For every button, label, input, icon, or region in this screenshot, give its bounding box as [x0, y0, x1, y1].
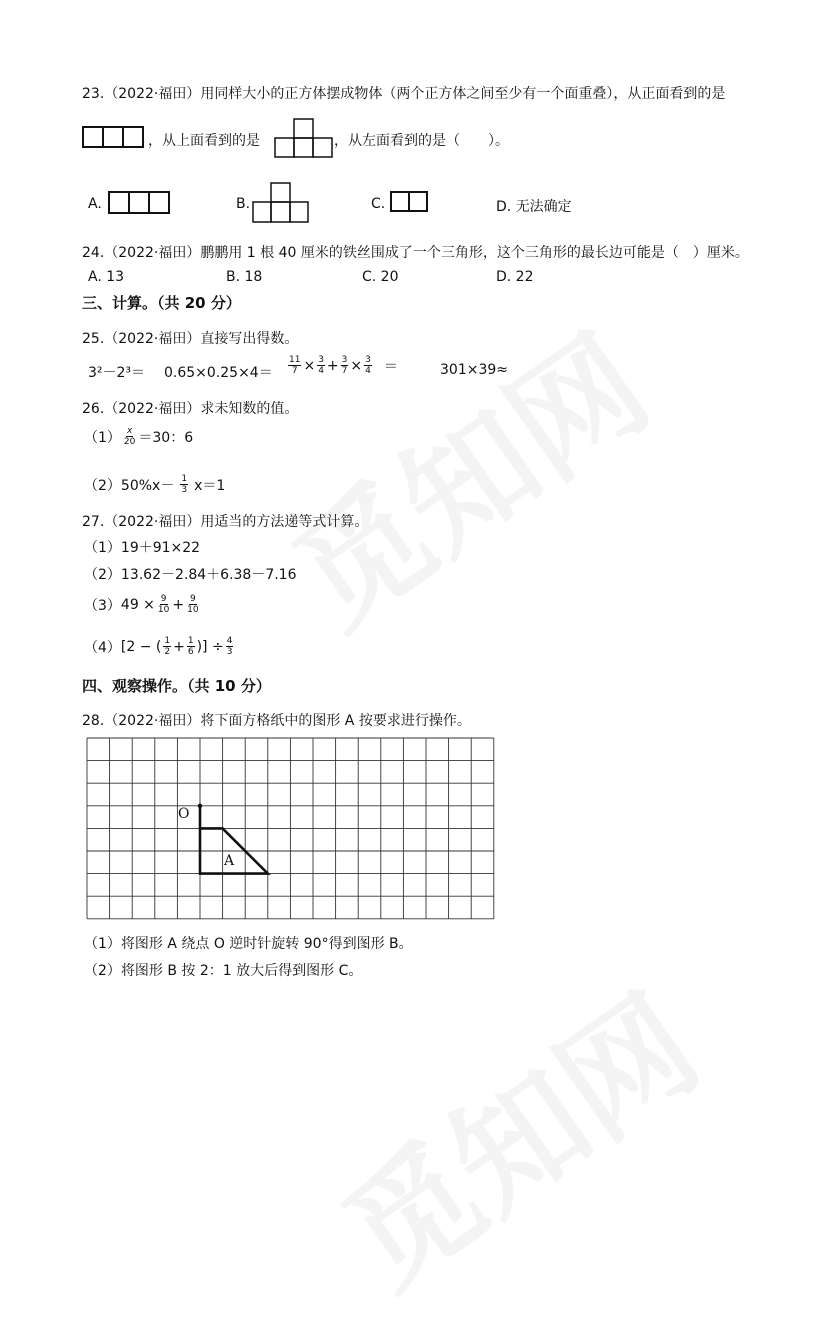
grid-paper [86, 737, 496, 923]
q26-part-2: （2） 50%x－ $\frac{1}{3}$ x＝1 [84, 474, 226, 495]
point-o [198, 804, 202, 808]
q27-stem: 27.（2022·福田）用适当的方法递等式计算。 [82, 514, 369, 530]
q27-part-3: （3） 49 × $\frac{9}{10}$ + $\frac{9}{10}$ [84, 594, 199, 615]
fraction: $\frac{9}{10}$ [187, 594, 199, 615]
option-a-label: A. [88, 196, 102, 212]
option-b-label: B. [236, 196, 251, 212]
q25-expr-3: $\frac{11}{7}$ × $\frac{3}{4}$ + $\frac{3}{7}$ × $\frac{3}{4}$ ＝ [289, 355, 398, 376]
option-c-label: C. [371, 196, 386, 212]
option-b-figure [252, 182, 310, 224]
fraction: $\frac{1}{2}$ [164, 636, 171, 657]
q28-stem: 28.（2022·福田）将下面方格纸中的图形 A 按要求进行操作。 [82, 713, 471, 729]
fraction: $\frac{3}{4}$ [318, 355, 324, 376]
q25-expr-2: 0.65×0.25×4＝ [164, 365, 273, 381]
top-view-figure [274, 118, 334, 158]
q26-part-1: （1） $\frac{x}{20}$ ＝30：6 [84, 426, 194, 447]
option-c-figure [390, 191, 430, 213]
q23-mid1: ，从上面看到的是 [148, 133, 260, 149]
q28-part-1: （1）将图形 A 绕点 O 逆时针旋转 90°得到图形 B。 [84, 936, 413, 952]
q24-option-a: A. 13 [88, 269, 125, 285]
fraction: $\frac{9}{10}$ [157, 594, 170, 615]
point-o-label: O [178, 806, 190, 822]
q24-stem: 24.（2022·福田）鹏鹏用 1 根 40 厘米的铁丝围成了一个三角形，这个三角形的最长边可能是（ ）厘米。 [82, 245, 749, 261]
fraction: $\frac{4}{3}$ [226, 636, 233, 657]
watermark [302, 945, 729, 1322]
fraction: $\frac{x}{20}$ [123, 426, 136, 447]
q28-part-2: （2）将图形 B 按 2：1 放大后得到图形 C。 [84, 963, 363, 979]
q27-part-4: （4） [2 − ( $\frac{1}{2}$ + $\frac{1}{6}$ )] ÷ $\frac{4}{3}$ [84, 636, 233, 657]
watermark [252, 285, 679, 662]
section-4-heading: 四、观察操作。（共 10 分） [82, 677, 271, 695]
fraction: $\frac{1}{3}$ [181, 474, 188, 495]
q26-stem: 26.（2022·福田）求未知数的值。 [82, 401, 299, 417]
q25-expr-1: 3²－2³＝ [88, 365, 146, 381]
q24-option-d: D. 22 [496, 269, 534, 285]
option-d: D. 无法确定 [496, 199, 572, 215]
shape-a-label: A [224, 853, 235, 869]
fraction: $\frac{3}{7}$ [341, 355, 348, 376]
q23-stem: 23.（2022·福田）用同样大小的正方体摆成物体（两个正方体之间至少有一个面重叠），从正面看到的是 [82, 86, 726, 102]
q23-mid2: ，从左面看到的是（ ）。 [334, 133, 509, 149]
q24-option-b: B. 18 [226, 269, 263, 285]
front-view-figure [82, 126, 148, 148]
q25-stem: 25.（2022·福田）直接写出得数。 [82, 331, 299, 347]
fraction: $\frac{11}{7}$ [289, 355, 301, 376]
q27-part-2: （2）13.62－2.84＋6.38－7.16 [84, 567, 297, 583]
fraction: $\frac{1}{6}$ [187, 636, 194, 657]
option-a-figure [108, 191, 172, 215]
section-3-heading: 三、计算。（共 20 分） [82, 294, 241, 312]
q24-option-c: C. 20 [362, 269, 399, 285]
fraction: $\frac{3}{4}$ [365, 355, 371, 376]
q25-expr-4: 301×39≈ [440, 362, 508, 378]
q27-part-1: （1）19＋91×22 [84, 540, 201, 556]
